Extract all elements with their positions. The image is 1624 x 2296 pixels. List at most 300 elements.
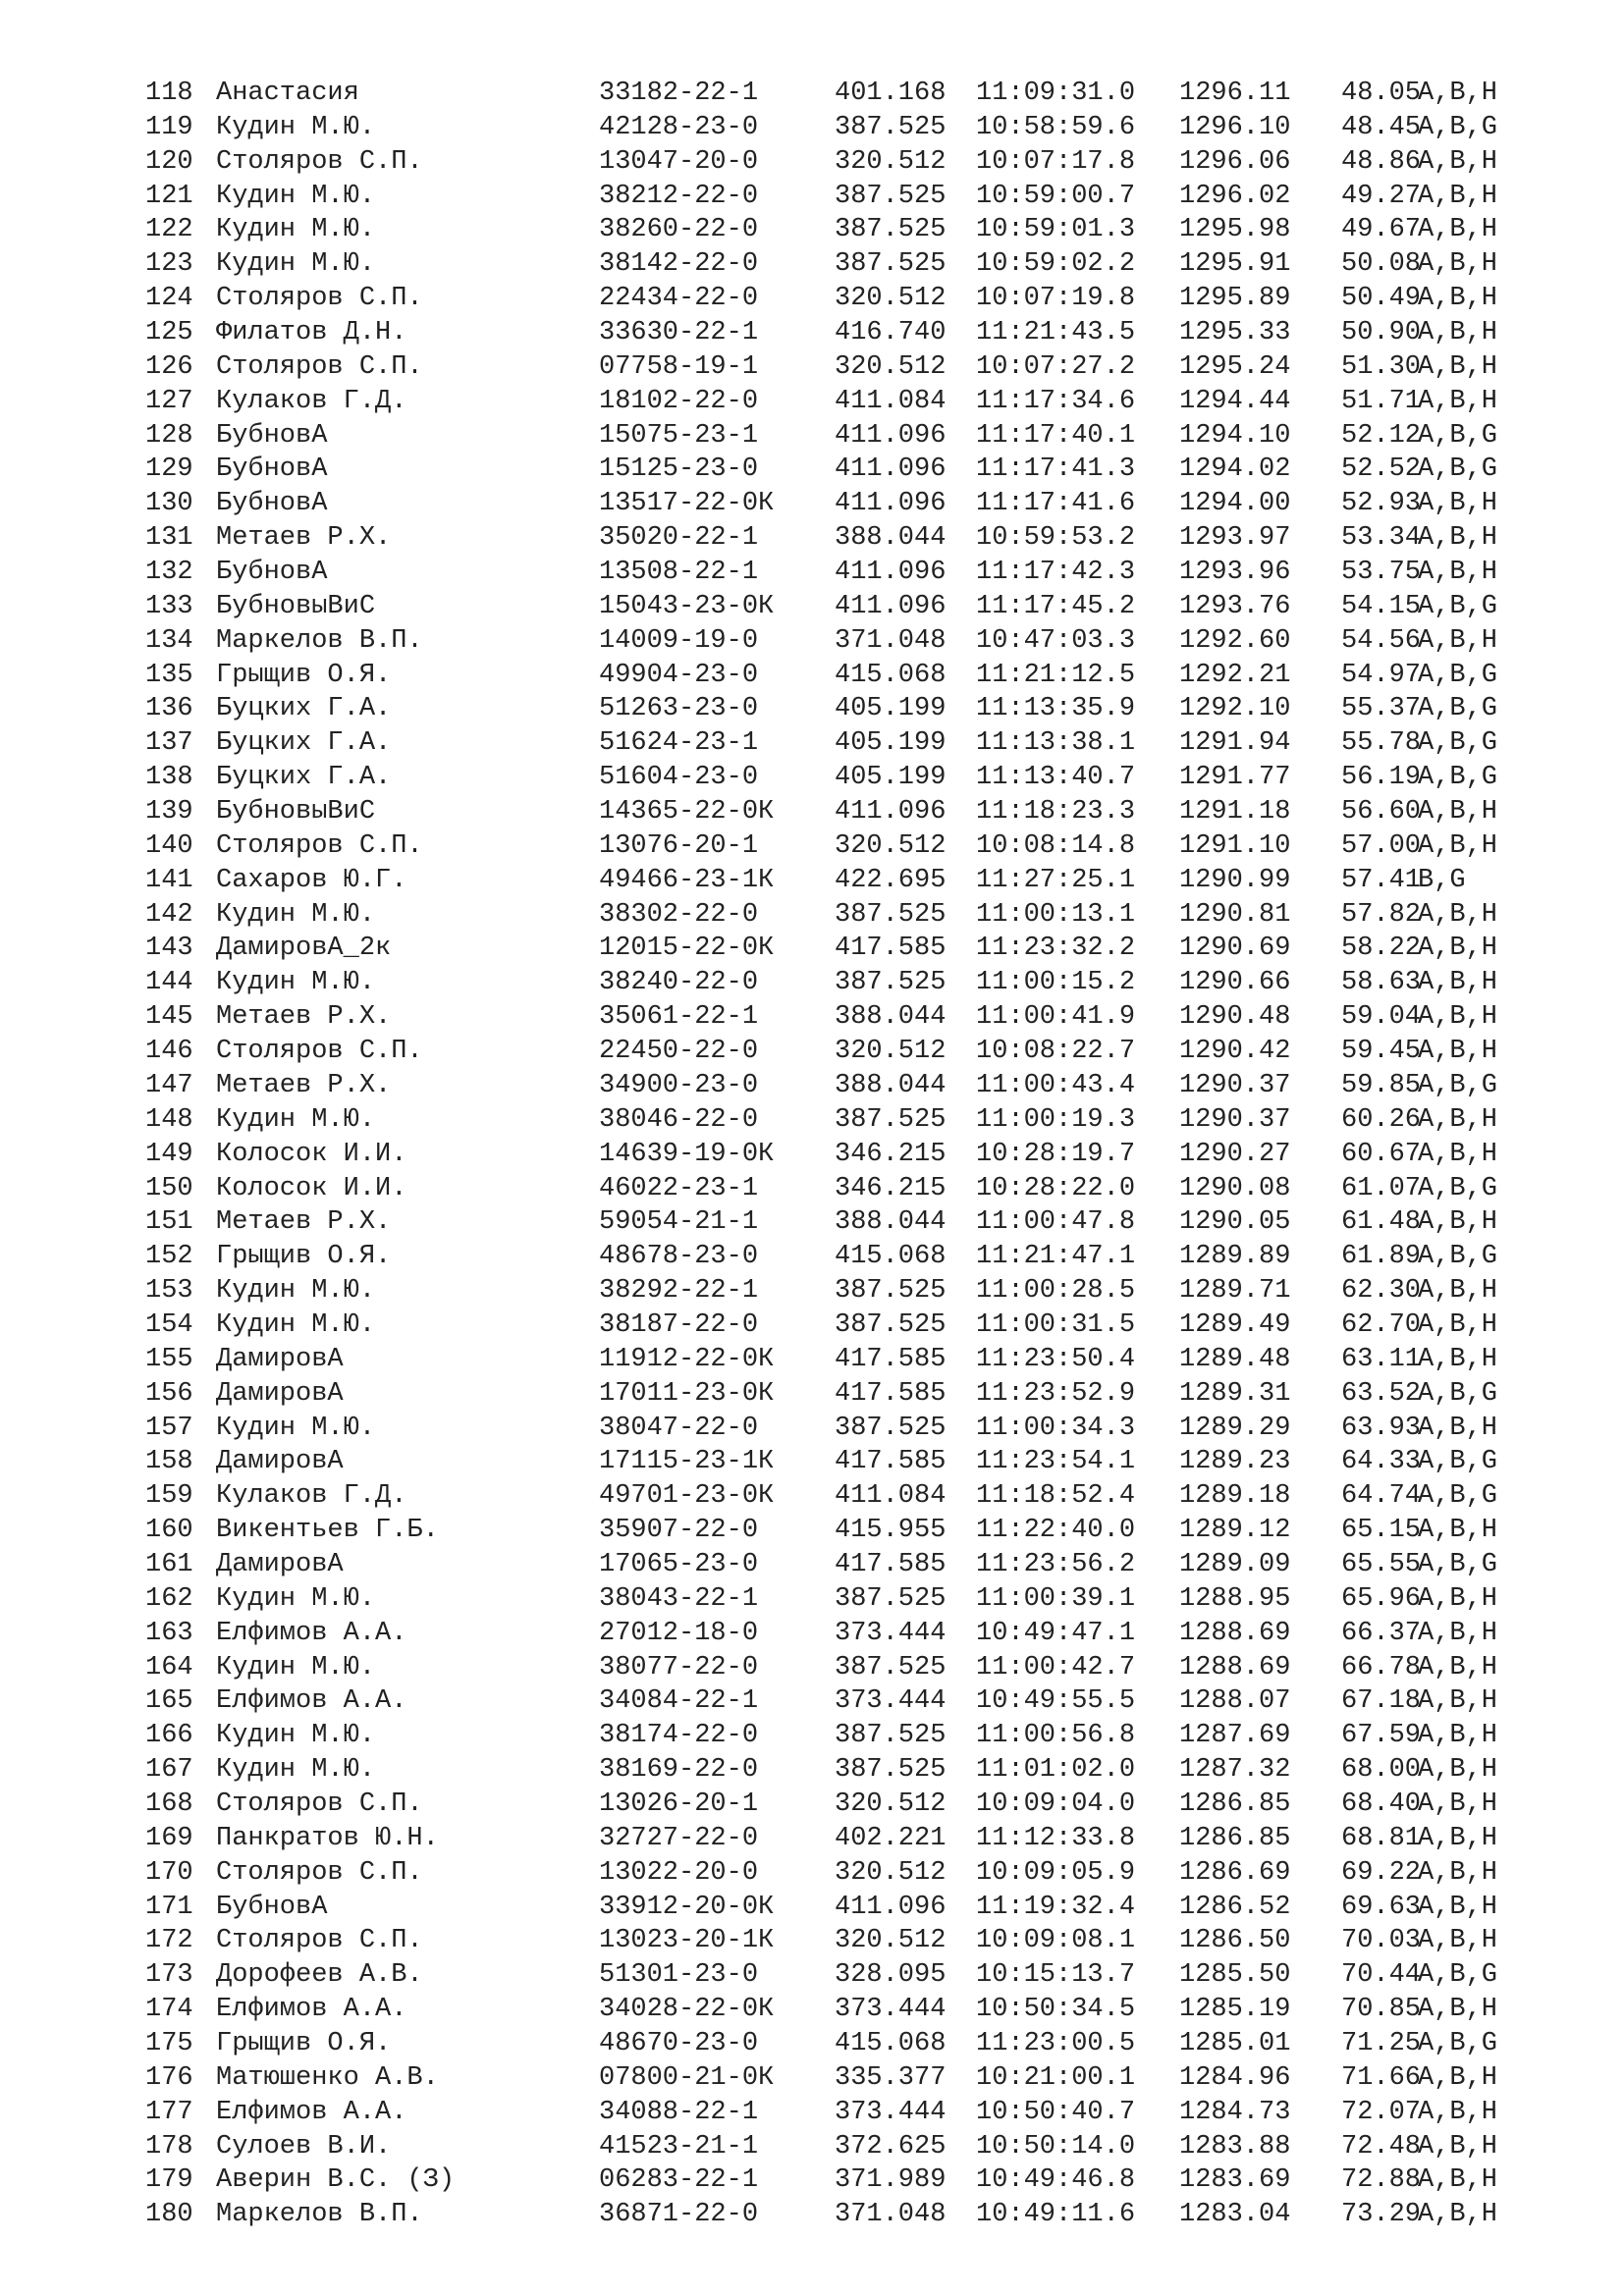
speed: 1286.85 <box>1179 1789 1291 1819</box>
row-number: 119 <box>145 112 193 142</box>
flags: A,B,H <box>1418 351 1498 382</box>
row-number: 180 <box>145 2200 193 2230</box>
fancier-name: Буцких Г.А. <box>216 694 392 724</box>
row-number: 145 <box>145 1002 193 1033</box>
row-number: 141 <box>145 865 193 895</box>
arrival-time: 11:09:31.0 <box>976 79 1136 108</box>
row-number: 174 <box>145 1995 193 2025</box>
fancier-name: Метаев Р.Х. <box>216 1070 392 1100</box>
flags: A,B,H <box>1418 2062 1498 2093</box>
fancier-name: Кудин М.Ю. <box>216 215 376 245</box>
ring-number: 51301-23-0 <box>599 1960 759 1991</box>
distance: 405.199 <box>835 728 947 759</box>
speed: 1283.69 <box>1179 2165 1291 2196</box>
coefficient: 57.82 <box>1341 899 1422 930</box>
flags: A,B,G <box>1418 1378 1498 1409</box>
speed: 1288.07 <box>1179 1686 1291 1717</box>
coefficient: 48.86 <box>1341 146 1422 177</box>
fancier-name: Маркелов В.П. <box>216 2200 423 2230</box>
distance: 388.044 <box>835 523 947 554</box>
coefficient: 60.67 <box>1341 1139 1422 1169</box>
fancier-name: ДамировА <box>216 1447 344 1477</box>
coefficient: 48.05 <box>1341 79 1422 108</box>
distance: 387.525 <box>835 1721 947 1751</box>
ring-number: 22450-22-0 <box>599 1037 759 1067</box>
arrival-time: 11:00:56.8 <box>976 1721 1136 1751</box>
flags: A,B,G <box>1418 454 1498 485</box>
speed: 1290.99 <box>1179 865 1291 895</box>
flags: A,B,H <box>1418 1892 1498 1922</box>
coefficient: 51.30 <box>1341 351 1422 382</box>
distance: 401.168 <box>835 79 947 108</box>
row-number: 146 <box>145 1037 193 1067</box>
distance: 346.215 <box>835 1173 947 1203</box>
distance: 387.525 <box>835 899 947 930</box>
coefficient: 57.00 <box>1341 830 1422 861</box>
speed: 1285.19 <box>1179 1995 1291 2025</box>
coefficient: 63.52 <box>1341 1378 1422 1409</box>
speed: 1290.27 <box>1179 1139 1291 1169</box>
ring-number: 15125-23-0 <box>599 454 759 485</box>
row-number: 134 <box>145 625 193 656</box>
arrival-time: 11:17:41.6 <box>976 489 1136 519</box>
ring-number: 51263-23-0 <box>599 694 759 724</box>
fancier-name: Столяров С.П. <box>216 830 423 861</box>
fancier-name: Панкратов Ю.Н. <box>216 1823 439 1853</box>
flags: A,B,H <box>1418 146 1498 177</box>
speed: 1286.85 <box>1179 1823 1291 1853</box>
coefficient: 66.78 <box>1341 1652 1422 1682</box>
ring-number: 13026-20-1 <box>599 1789 759 1819</box>
coefficient: 50.90 <box>1341 318 1422 348</box>
flags: A,B,G <box>1418 1173 1498 1203</box>
speed: 1291.94 <box>1179 728 1291 759</box>
speed: 1294.44 <box>1179 386 1291 416</box>
speed: 1291.10 <box>1179 830 1291 861</box>
coefficient: 48.45 <box>1341 112 1422 142</box>
coefficient: 50.49 <box>1341 284 1422 314</box>
flags: A,B,G <box>1418 1447 1498 1477</box>
row-number: 120 <box>145 146 193 177</box>
distance: 411.084 <box>835 386 947 416</box>
arrival-time: 10:07:19.8 <box>976 284 1136 314</box>
arrival-time: 10:59:53.2 <box>976 523 1136 554</box>
coefficient: 67.59 <box>1341 1721 1422 1751</box>
distance: 320.512 <box>835 1926 947 1956</box>
distance: 373.444 <box>835 1618 947 1648</box>
arrival-time: 10:08:22.7 <box>976 1037 1136 1067</box>
row-number: 121 <box>145 181 193 211</box>
row-number: 168 <box>145 1789 193 1819</box>
ring-number: 38260-22-0 <box>599 215 759 245</box>
coefficient: 67.18 <box>1341 1686 1422 1717</box>
fancier-name: Маркелов В.П. <box>216 625 423 656</box>
fancier-name: Колосок И.И. <box>216 1139 407 1169</box>
distance: 387.525 <box>835 215 947 245</box>
fancier-name: Кудин М.Ю. <box>216 1652 376 1682</box>
distance: 387.525 <box>835 968 947 998</box>
coefficient: 70.85 <box>1341 1995 1422 2025</box>
ring-number: 35907-22-0 <box>599 1516 759 1546</box>
flags: A,B,H <box>1418 489 1498 519</box>
row-number: 173 <box>145 1960 193 1991</box>
row-number: 158 <box>145 1447 193 1477</box>
arrival-time: 11:23:32.2 <box>976 934 1136 964</box>
row-number: 152 <box>145 1242 193 1272</box>
row-number: 151 <box>145 1207 193 1238</box>
distance: 402.221 <box>835 1823 947 1853</box>
arrival-time: 10:09:05.9 <box>976 1857 1136 1888</box>
coefficient: 72.88 <box>1341 2165 1422 2196</box>
flags: A,B,H <box>1418 1104 1498 1135</box>
distance: 405.199 <box>835 763 947 793</box>
ring-number: 48670-23-0 <box>599 2028 759 2058</box>
row-number: 150 <box>145 1173 193 1203</box>
coefficient: 65.55 <box>1341 1549 1422 1579</box>
fancier-name: Кудин М.Ю. <box>216 1104 376 1135</box>
row-number: 160 <box>145 1516 193 1546</box>
flags: A,B,H <box>1418 1207 1498 1238</box>
arrival-time: 11:17:40.1 <box>976 420 1136 451</box>
speed: 1295.89 <box>1179 284 1291 314</box>
row-number: 153 <box>145 1276 193 1307</box>
row-number: 159 <box>145 1481 193 1512</box>
coefficient: 58.22 <box>1341 934 1422 964</box>
arrival-time: 10:28:22.0 <box>976 1173 1136 1203</box>
flags: A,B,H <box>1418 1413 1498 1443</box>
row-number: 123 <box>145 249 193 280</box>
flags: A,B,H <box>1418 830 1498 861</box>
ring-number: 38047-22-0 <box>599 1413 759 1443</box>
distance: 411.096 <box>835 454 947 485</box>
speed: 1292.10 <box>1179 694 1291 724</box>
row-number: 156 <box>145 1378 193 1409</box>
ring-number: 38292-22-1 <box>599 1276 759 1307</box>
flags: A,B,H <box>1418 2097 1498 2127</box>
flags: A,B,G <box>1418 1481 1498 1512</box>
coefficient: 54.97 <box>1341 660 1422 690</box>
row-number: 140 <box>145 830 193 861</box>
arrival-time: 11:18:52.4 <box>976 1481 1136 1512</box>
coefficient: 66.37 <box>1341 1618 1422 1648</box>
ring-number: 38043-22-1 <box>599 1583 759 1614</box>
distance: 411.096 <box>835 558 947 588</box>
speed: 1289.71 <box>1179 1276 1291 1307</box>
flags: A,B,H <box>1418 386 1498 416</box>
ring-number: 18102-22-0 <box>599 386 759 416</box>
fancier-name: БубновА <box>216 420 328 451</box>
ring-number: 13047-20-0 <box>599 146 759 177</box>
row-number: 163 <box>145 1618 193 1648</box>
speed: 1296.02 <box>1179 181 1291 211</box>
row-number: 137 <box>145 728 193 759</box>
row-number: 143 <box>145 934 193 964</box>
flags: A,B,H <box>1418 1823 1498 1853</box>
arrival-time: 11:00:13.1 <box>976 899 1136 930</box>
arrival-time: 11:23:56.2 <box>976 1549 1136 1579</box>
row-number: 178 <box>145 2131 193 2162</box>
ring-number: 14009-19-0 <box>599 625 759 656</box>
fancier-name: Кулаков Г.Д. <box>216 386 407 416</box>
arrival-time: 11:13:38.1 <box>976 728 1136 759</box>
row-number: 128 <box>145 420 193 451</box>
speed: 1286.69 <box>1179 1857 1291 1888</box>
distance: 320.512 <box>835 1037 947 1067</box>
coefficient: 56.19 <box>1341 763 1422 793</box>
speed: 1286.52 <box>1179 1892 1291 1922</box>
fancier-name: Метаев Р.Х. <box>216 523 392 554</box>
distance: 417.585 <box>835 1447 947 1477</box>
coefficient: 52.12 <box>1341 420 1422 451</box>
fancier-name: БубновыВиС <box>216 591 376 621</box>
row-number: 148 <box>145 1104 193 1135</box>
row-number: 171 <box>145 1892 193 1922</box>
flags: A,B,G <box>1418 1549 1498 1579</box>
arrival-time: 11:13:35.9 <box>976 694 1136 724</box>
row-number: 131 <box>145 523 193 554</box>
fancier-name: Столяров С.П. <box>216 146 423 177</box>
row-number: 166 <box>145 1721 193 1751</box>
coefficient: 68.81 <box>1341 1823 1422 1853</box>
distance: 411.096 <box>835 591 947 621</box>
ring-number: 49701-23-0К <box>599 1481 775 1512</box>
row-number: 130 <box>145 489 193 519</box>
coefficient: 51.71 <box>1341 386 1422 416</box>
arrival-time: 11:17:34.6 <box>976 386 1136 416</box>
arrival-time: 11:27:25.1 <box>976 865 1136 895</box>
distance: 387.525 <box>835 1755 947 1786</box>
coefficient: 59.85 <box>1341 1070 1422 1100</box>
distance: 387.525 <box>835 1276 947 1307</box>
fancier-name: Елфимов А.А. <box>216 1686 407 1717</box>
speed: 1296.11 <box>1179 79 1291 108</box>
row-number: 175 <box>145 2028 193 2058</box>
speed: 1294.02 <box>1179 454 1291 485</box>
coefficient: 52.52 <box>1341 454 1422 485</box>
arrival-time: 10:28:19.7 <box>976 1139 1136 1169</box>
speed: 1289.18 <box>1179 1481 1291 1512</box>
speed: 1292.60 <box>1179 625 1291 656</box>
arrival-time: 11:00:43.4 <box>976 1070 1136 1100</box>
speed: 1296.06 <box>1179 146 1291 177</box>
distance: 388.044 <box>835 1207 947 1238</box>
fancier-name: Кулаков Г.Д. <box>216 1481 407 1512</box>
speed: 1285.50 <box>1179 1960 1291 1991</box>
arrival-time: 10:50:40.7 <box>976 2097 1136 2127</box>
fancier-name: Грыщив О.Я. <box>216 2028 392 2058</box>
fancier-name: ДамировА_2к <box>216 934 392 964</box>
arrival-time: 10:49:47.1 <box>976 1618 1136 1648</box>
flags: A,B,H <box>1418 1755 1498 1786</box>
ring-number: 49466-23-1К <box>599 865 775 895</box>
coefficient: 62.70 <box>1341 1309 1422 1340</box>
distance: 411.096 <box>835 1892 947 1922</box>
distance: 422.695 <box>835 865 947 895</box>
row-number: 122 <box>145 215 193 245</box>
row-number: 176 <box>145 2062 193 2093</box>
flags: A,B,H <box>1418 181 1498 211</box>
ring-number: 13023-20-1К <box>599 1926 775 1956</box>
ring-number: 34900-23-0 <box>599 1070 759 1100</box>
distance: 371.048 <box>835 625 947 656</box>
ring-number: 06283-22-1 <box>599 2165 759 2196</box>
fancier-name: Кудин М.Ю. <box>216 899 376 930</box>
arrival-time: 10:15:13.7 <box>976 1960 1136 1991</box>
arrival-time: 10:47:03.3 <box>976 625 1136 656</box>
speed: 1293.76 <box>1179 591 1291 621</box>
speed: 1290.48 <box>1179 1002 1291 1033</box>
distance: 415.068 <box>835 2028 947 2058</box>
row-number: 136 <box>145 694 193 724</box>
coefficient: 59.45 <box>1341 1037 1422 1067</box>
flags: A,B,G <box>1418 2028 1498 2058</box>
arrival-time: 10:09:08.1 <box>976 1926 1136 1956</box>
arrival-time: 11:23:54.1 <box>976 1447 1136 1477</box>
distance: 373.444 <box>835 1686 947 1717</box>
row-number: 118 <box>145 79 193 108</box>
fancier-name: Столяров С.П. <box>216 1789 423 1819</box>
flags: A,B,G <box>1418 1070 1498 1100</box>
flags: A,B,H <box>1418 523 1498 554</box>
ring-number: 42128-23-0 <box>599 112 759 142</box>
arrival-time: 10:49:55.5 <box>976 1686 1136 1717</box>
flags: A,B,H <box>1418 215 1498 245</box>
ring-number: 38302-22-0 <box>599 899 759 930</box>
distance: 320.512 <box>835 830 947 861</box>
flags: A,B,H <box>1418 79 1498 108</box>
fancier-name: Анастасия <box>216 79 359 108</box>
speed: 1295.33 <box>1179 318 1291 348</box>
fancier-name: Викентьев Г.Б. <box>216 1516 439 1546</box>
ring-number: 41523-21-1 <box>599 2131 759 2162</box>
ring-number: 07758-19-1 <box>599 351 759 382</box>
arrival-time: 11:23:52.9 <box>976 1378 1136 1409</box>
speed: 1291.18 <box>1179 797 1291 828</box>
coefficient: 72.07 <box>1341 2097 1422 2127</box>
row-number: 126 <box>145 351 193 382</box>
distance: 415.068 <box>835 1242 947 1272</box>
coefficient: 61.48 <box>1341 1207 1422 1238</box>
ring-number: 11912-22-0К <box>599 1344 775 1374</box>
coefficient: 68.00 <box>1341 1755 1422 1786</box>
coefficient: 53.34 <box>1341 523 1422 554</box>
distance: 346.215 <box>835 1139 947 1169</box>
fancier-name: Кудин М.Ю. <box>216 968 376 998</box>
coefficient: 64.33 <box>1341 1447 1422 1477</box>
coefficient: 70.03 <box>1341 1926 1422 1956</box>
speed: 1295.91 <box>1179 249 1291 280</box>
distance: 371.048 <box>835 2200 947 2230</box>
flags: A,B,H <box>1418 1995 1498 2025</box>
ring-number: 38187-22-0 <box>599 1309 759 1340</box>
distance: 387.525 <box>835 1413 947 1443</box>
speed: 1288.69 <box>1179 1618 1291 1648</box>
speed: 1289.12 <box>1179 1516 1291 1546</box>
coefficient: 71.25 <box>1341 2028 1422 2058</box>
ring-number: 46022-23-1 <box>599 1173 759 1203</box>
distance: 387.525 <box>835 1652 947 1682</box>
arrival-time: 11:00:15.2 <box>976 968 1136 998</box>
distance: 417.585 <box>835 934 947 964</box>
distance: 373.444 <box>835 2097 947 2127</box>
row-number: 177 <box>145 2097 193 2127</box>
arrival-time: 11:00:47.8 <box>976 1207 1136 1238</box>
flags: A,B,H <box>1418 249 1498 280</box>
flags: A,B,H <box>1418 934 1498 964</box>
fancier-name: Кудин М.Ю. <box>216 1413 376 1443</box>
row-number: 164 <box>145 1652 193 1682</box>
arrival-time: 11:00:31.5 <box>976 1309 1136 1340</box>
ring-number: 34028-22-0К <box>599 1995 775 2025</box>
speed: 1293.96 <box>1179 558 1291 588</box>
fancier-name: Кудин М.Ю. <box>216 1583 376 1614</box>
row-number: 161 <box>145 1549 193 1579</box>
coefficient: 56.60 <box>1341 797 1422 828</box>
row-number: 172 <box>145 1926 193 1956</box>
fancier-name: Кудин М.Ю. <box>216 1721 376 1751</box>
coefficient: 72.48 <box>1341 2131 1422 2162</box>
flags: A,B,H <box>1418 1516 1498 1546</box>
ring-number: 48678-23-0 <box>599 1242 759 1272</box>
flags: A,B,G <box>1418 1242 1498 1272</box>
speed: 1290.05 <box>1179 1207 1291 1238</box>
distance: 415.068 <box>835 660 947 690</box>
ring-number: 17065-23-0 <box>599 1549 759 1579</box>
distance: 411.084 <box>835 1481 947 1512</box>
arrival-time: 11:17:42.3 <box>976 558 1136 588</box>
flags: A,B,H <box>1418 1139 1498 1169</box>
coefficient: 73.29 <box>1341 2200 1422 2230</box>
speed: 1289.09 <box>1179 1549 1291 1579</box>
flags: A,B,H <box>1418 1686 1498 1717</box>
arrival-time: 11:21:43.5 <box>976 318 1136 348</box>
coefficient: 69.22 <box>1341 1857 1422 1888</box>
row-number: 125 <box>145 318 193 348</box>
ring-number: 38174-22-0 <box>599 1721 759 1751</box>
arrival-time: 10:49:46.8 <box>976 2165 1136 2196</box>
flags: A,B,H <box>1418 1618 1498 1648</box>
arrival-time: 10:09:04.0 <box>976 1789 1136 1819</box>
flags: A,B,H <box>1418 1721 1498 1751</box>
distance: 411.096 <box>835 420 947 451</box>
ring-number: 22434-22-0 <box>599 284 759 314</box>
speed: 1296.10 <box>1179 112 1291 142</box>
row-number: 165 <box>145 1686 193 1717</box>
fancier-name: Столяров С.П. <box>216 284 423 314</box>
fancier-name: Елфимов А.А. <box>216 2097 407 2127</box>
ring-number: 38240-22-0 <box>599 968 759 998</box>
row-number: 170 <box>145 1857 193 1888</box>
arrival-time: 11:00:39.1 <box>976 1583 1136 1614</box>
flags: A,B,H <box>1418 318 1498 348</box>
arrival-time: 11:12:33.8 <box>976 1823 1136 1853</box>
coefficient: 55.78 <box>1341 728 1422 759</box>
fancier-name: Буцких Г.А. <box>216 728 392 759</box>
row-number: 144 <box>145 968 193 998</box>
flags: A,B,G <box>1418 591 1498 621</box>
fancier-name: Дорофеев А.В. <box>216 1960 423 1991</box>
distance: 335.377 <box>835 2062 947 2093</box>
arrival-time: 10:49:11.6 <box>976 2200 1136 2230</box>
ring-number: 38169-22-0 <box>599 1755 759 1786</box>
flags: A,B,H <box>1418 625 1498 656</box>
arrival-time: 10:07:27.2 <box>976 351 1136 382</box>
speed: 1289.23 <box>1179 1447 1291 1477</box>
arrival-time: 10:58:59.6 <box>976 112 1136 142</box>
ring-number: 33630-22-1 <box>599 318 759 348</box>
coefficient: 68.40 <box>1341 1789 1422 1819</box>
distance: 415.955 <box>835 1516 947 1546</box>
